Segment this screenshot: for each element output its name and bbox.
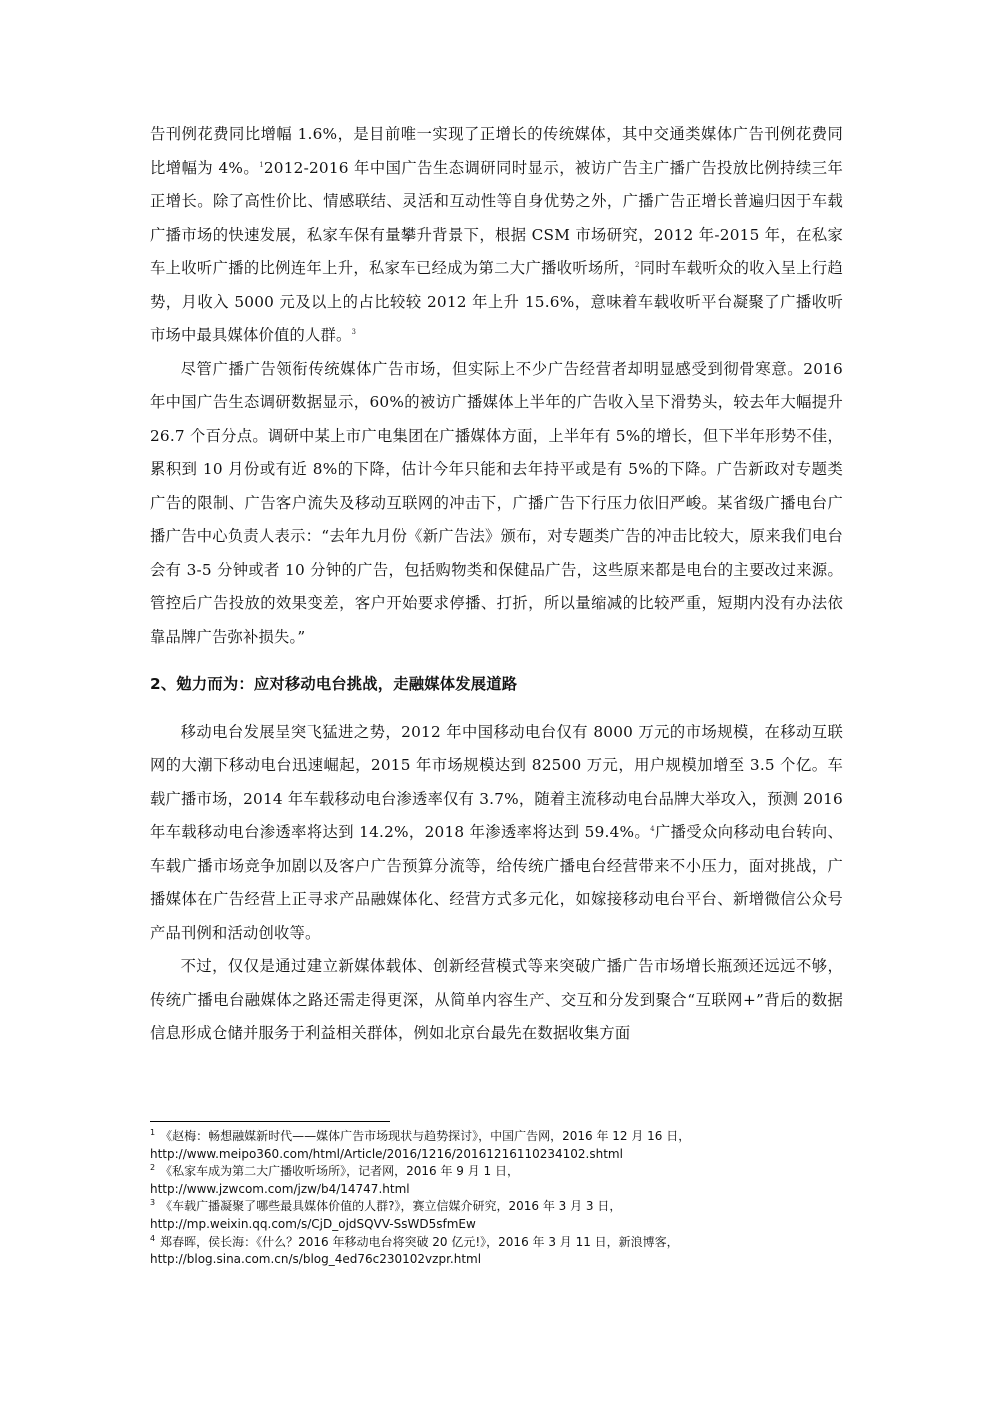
footnote-ref[interactable]: 2 bbox=[634, 260, 640, 269]
footnote-number: 3 bbox=[150, 1198, 156, 1208]
paragraph bbox=[150, 353, 843, 655]
footnote-url[interactable]: http://mp.weixin.qq.com/s/CjD_ojdSQVV-SsWD5sfmEw bbox=[150, 1216, 476, 1231]
footnote-url[interactable]: http://www.meipo360.com/html/Article/2016/1216/20161216110234102.shtml bbox=[150, 1146, 623, 1161]
footnote-number: 4 bbox=[150, 1233, 156, 1243]
footnotes bbox=[150, 1128, 843, 1269]
paragraph bbox=[150, 716, 843, 951]
footnote-text: 《车载广播凝聚了哪些最具媒体价值的人群?》，赛立信媒介研究，2016 年 3 月 3 日， bbox=[160, 1199, 622, 1214]
footnote-text: 《私家车成为第二大广播收听场所》，记者网，2016 年 9 月 1 日， bbox=[160, 1164, 519, 1179]
footnote-text: 《赵梅：畅想融媒新时代——媒体广告市场现状与趋势探讨》，中国广告网，2016 年 12 月 16 日， bbox=[160, 1129, 691, 1143]
footnote-text: 郑春晖，侯长海：《什么？2016 年移动电台将突破 20 亿元!》，2016 年 3 月 11 日，新浪博客， bbox=[160, 1234, 679, 1249]
text-run: 告刊例花费同比增幅 1.6%，是目前唯一实现了正增长的传统媒体，其中交通类媒体广告刊例花费同比增幅为 4%。 bbox=[150, 125, 843, 177]
paragraph bbox=[150, 950, 843, 1051]
footnote-ref[interactable]: 4 bbox=[650, 824, 655, 833]
section-2 bbox=[150, 716, 843, 1051]
section-1 bbox=[150, 118, 843, 654]
text-run: 同时车载听众的收入呈上行趋势，月收入 5000 元及以上的占比较较 2012 年上升 15.6%，意味着车载收听平台凝聚了广播收听市场中最具媒体价值的人群。 bbox=[150, 259, 843, 344]
text-run: 广播受众向移动电台转向、车载广播市场竞争加剧以及客户广告预算分流等，给传统广播电台经营带来不小压力，面对挑战，广播媒体在广告经营上正寻求产品融媒体化、经营方式多元化，如嫁接移动电台平台、新增微信公众号产品刊例和活动创收等。 bbox=[150, 823, 843, 942]
footnote-ref[interactable]: 3 bbox=[351, 327, 357, 336]
text-run: 不过，仅仅是通过建立新媒体载体、创新经营模式等来突破广播广告市场增长瓶颈还远远不够，传统广播电台融媒体之路还需走得更深，从简单内容生产、交互和分发到聚合“互联网+”背后的数据信息形成仓储并服务于利益相关群体，例如北京台最先在数据收集方面 bbox=[150, 957, 843, 1042]
paragraph bbox=[150, 118, 843, 353]
text-run: 尽管广播广告领衔传统媒体广告市场，但实际上不少广告经营者却明显感受到彻骨寒意。2016 年中国广告生态调研数据显示，60%的被访广播媒体上半年的广告收入呈下滑势头，较去年大幅提升 26.7 个百分点。调研中某上市广电集团在广播媒体方面，上半年有 5%的增长，但下半年形势不佳，累积到 10 月份或有近 8%的下降，估计今年只能和去年持平或是有 5%的下降。广告新政对专题类广告的限制、广告客户流失及移动互联网的冲击下，广播广告下行压力依旧严峻。某省级广播电台广播广告中心负责人表示：“去年九月份《新广告法》颁布，对专题类广告的冲击比较大，原来我们电台会有 3-5 分钟或者 10 分钟的广告，包括购物类和保健品广告，这些原来都是电台的主要改过来源。管控后广告投放的效果变差，客户开始要求停播、打折，所以量缩减的比较严重，短期内没有办法依靠品牌广告弥补损失。” bbox=[150, 359, 843, 646]
body-text bbox=[150, 118, 843, 1051]
footnote-item bbox=[150, 1128, 843, 1163]
footnote-item bbox=[150, 1198, 843, 1233]
section-heading: 2、勉力而为：应对移动电台挑战，走融媒体发展道路 bbox=[150, 675, 518, 693]
footnote-ref[interactable]: 1 bbox=[259, 160, 264, 169]
text-run: 2012-2016 年中国广告生态调研同时显示，被访广告主广播广告投放比例持续三年正增长。除了高性价比、情感联结、灵活和互动性等自身优势之外，广播广告正增长普遍归因于车载广播市场的快速发展，私家车保有量攀升背景下，根据 CSM 市场研究，2012 年-2015 年，在私家车上收听广播的比例连年上升，私家车已经成为第二大广播收听场所， bbox=[150, 158, 844, 277]
footnote-number: 1 bbox=[150, 1128, 156, 1137]
footnote-divider bbox=[150, 1121, 390, 1122]
footnote-url[interactable]: http://blog.sina.com.cn/s/blog_4ed76c230102vzpr.html bbox=[150, 1252, 482, 1267]
text-run: 移动电台发展呈突飞猛进之势，2012 年中国移动电台仅有 8000 万元的市场规模，在移动互联网的大潮下移动电台迅速崛起，2015 年市场规模达到 82500 万元，用户规模加增至 3.5 个亿。车载广播市场，2014 年车载移动电台渗透率仅有 3.7%，随着主流移动电台品牌大举攻入，预测 2016 年车载移动电台渗透率将达到 14.2%，2018 年渗透率将达到 59.4%。 bbox=[150, 722, 843, 841]
footnote-url[interactable]: http://www.jzwcom.com/jzw/b4/14747.html bbox=[150, 1181, 410, 1196]
footnote-item bbox=[150, 1234, 843, 1269]
footnote-item bbox=[150, 1163, 843, 1198]
footnote-number: 2 bbox=[150, 1163, 156, 1173]
